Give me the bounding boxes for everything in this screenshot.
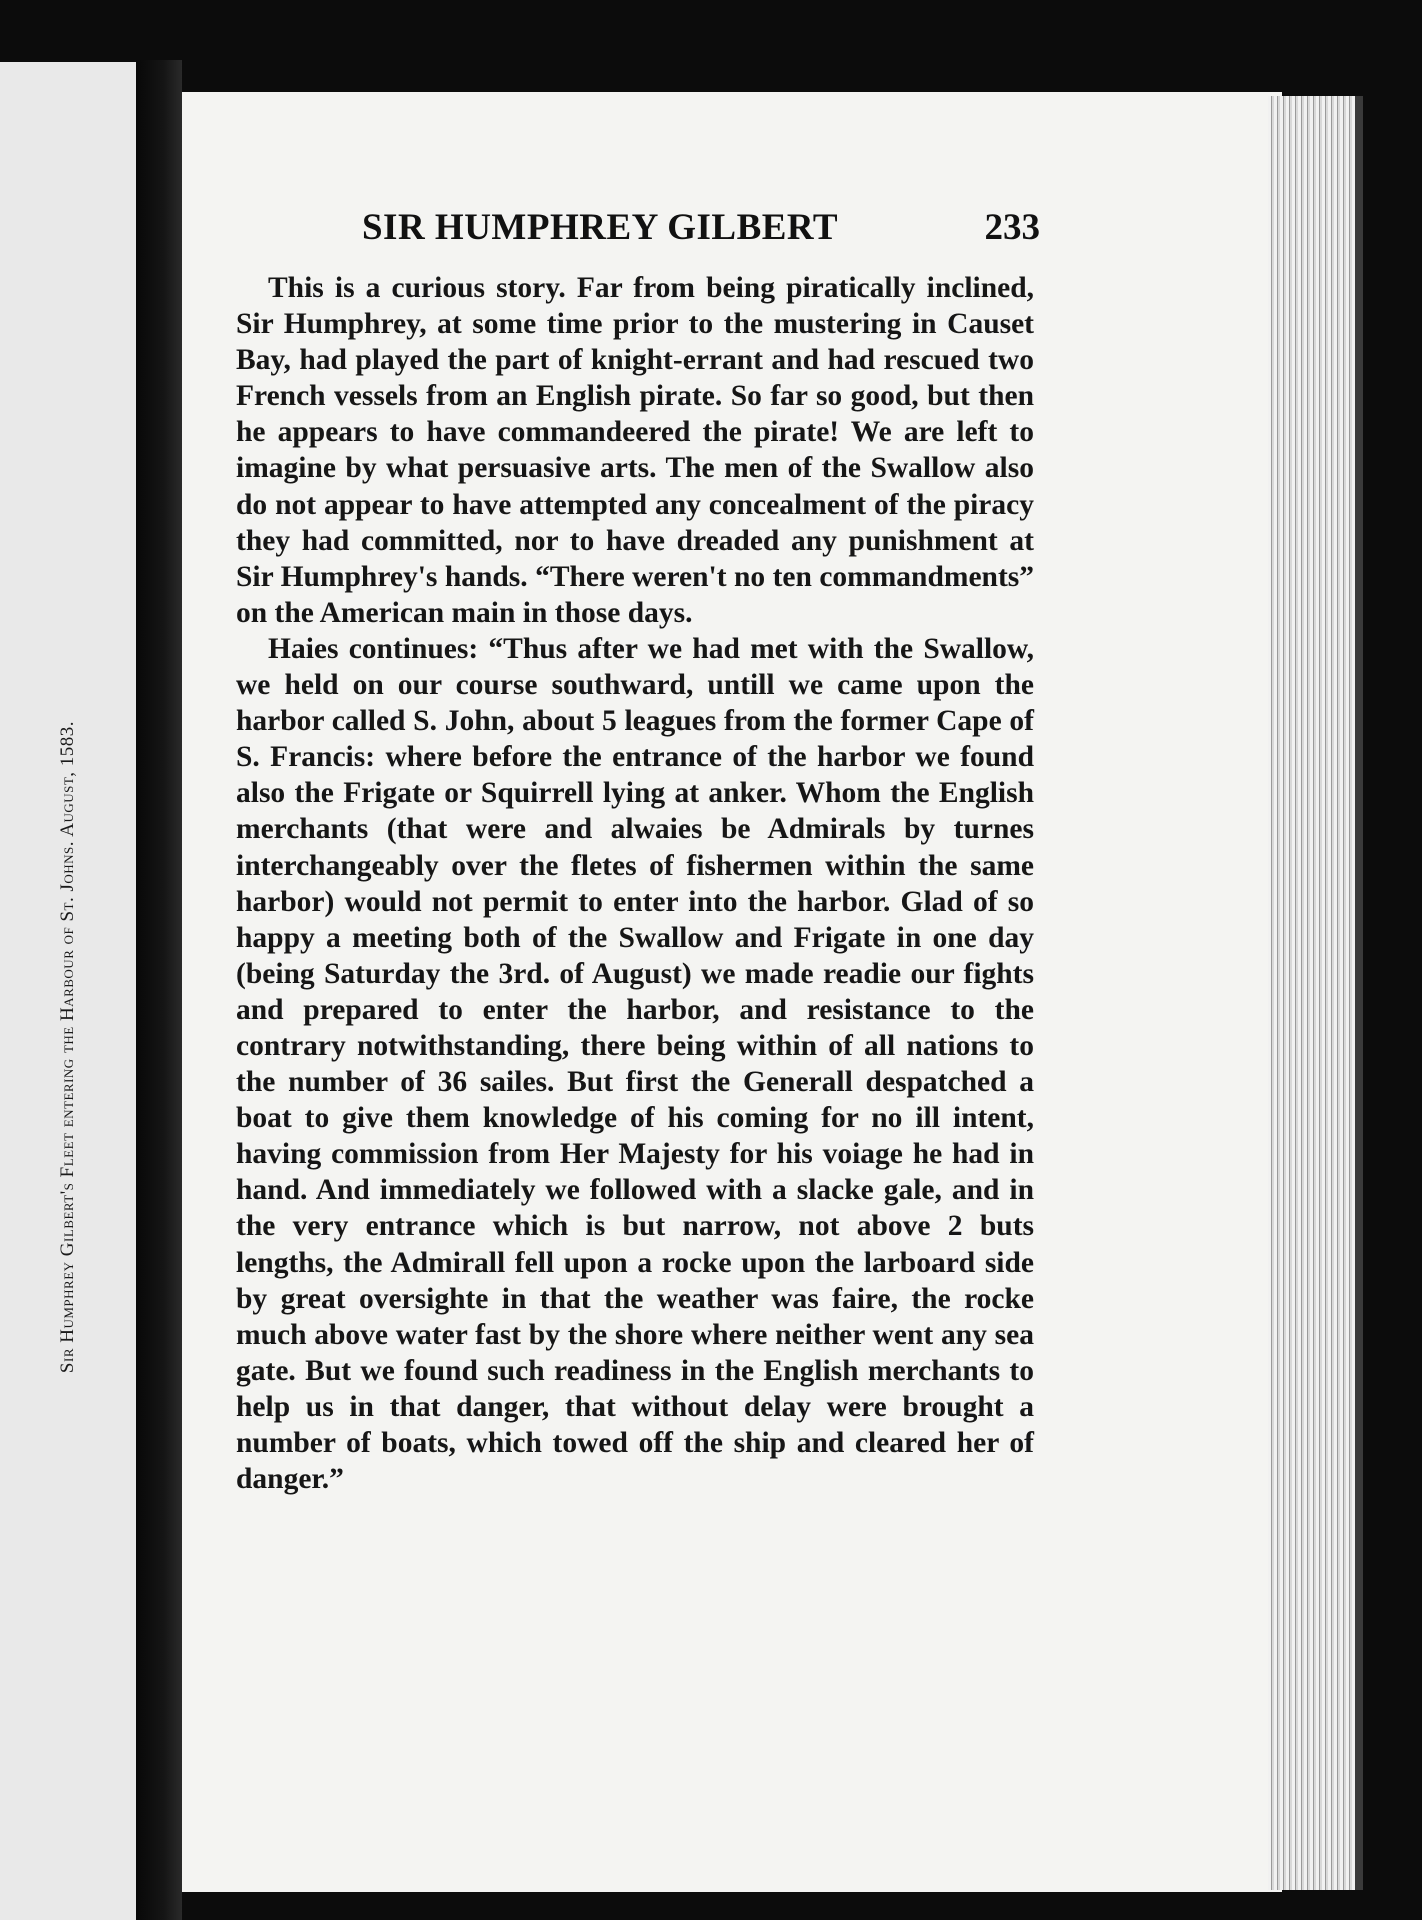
book-gutter xyxy=(136,60,182,1920)
page-number: 233 xyxy=(984,207,1040,248)
plate-caption: Sir Humphrey Gilbert's Fleet entering the Harbour of St. Johns. August, 1583. xyxy=(57,720,78,1374)
page-edges xyxy=(1268,96,1360,1890)
paragraph-2: Haies continues: “Thus after we had met with the Swallow, we held on our course southward, untill we came upon the harbor called S. John, about 5 leagues from the former Cape of S. Francis: where before the entrance of the harbor we found also the Frigate or Squirrell lying at anker. Whom the English merchants (that were and alwaies be Admirals by turnes interchangeably over the fletes of fishermen within the same harbor) would not permit to enter into the harbor. Glad of so happy a meeting both of the Swallow and Frigate in one day (being Saturday the 3rd. of August) we made readie our fights and prepared to enter the harbor, and resistance to the contrary notwithstanding, there being within of all nations to the number of 36 sailes. But first the Generall despatched a boat to give them knowledge of his coming for no ill intent, having commission from Her Majesty for his voiage he had in hand. And immediately we followed with a slacke gale, and in the very entrance which is but narrow, not above 2 buts lengths, the Admirall fell upon a rocke upon the larboard side by great oversighte in that the weather was faire, the rocke much above water fast by the shore where neither went any sea gate. But we found such readiness in the English merchants to help us in that danger, that without delay were brought a number of boats, which towed off the ship and cleared her of danger.” xyxy=(236,632,1034,1496)
running-head-title: SIR HUMPHREY GILBERT xyxy=(361,207,839,248)
facing-page xyxy=(0,62,136,1920)
body-text xyxy=(236,270,1034,1497)
running-head xyxy=(240,206,1040,258)
paragraph-1: This is a curious story. Far from being piratically inclined, Sir Humphrey, at some time prior to the mustering in Causet Bay, had played the part of knight-errant and had rescued two French vessels from an English pirate. So far so good, but then he appears to have commandeered the pirate! We are left to imagine by what persuasive arts. The men of the Swallow also do not appear to have attempted any concealment of the piracy they had committed, nor to have dreaded any punishment at Sir Humphrey's hands. “There weren't no ten commandments” on the American main in those days. xyxy=(236,272,1034,629)
page-edges-shadow xyxy=(1355,96,1363,1890)
